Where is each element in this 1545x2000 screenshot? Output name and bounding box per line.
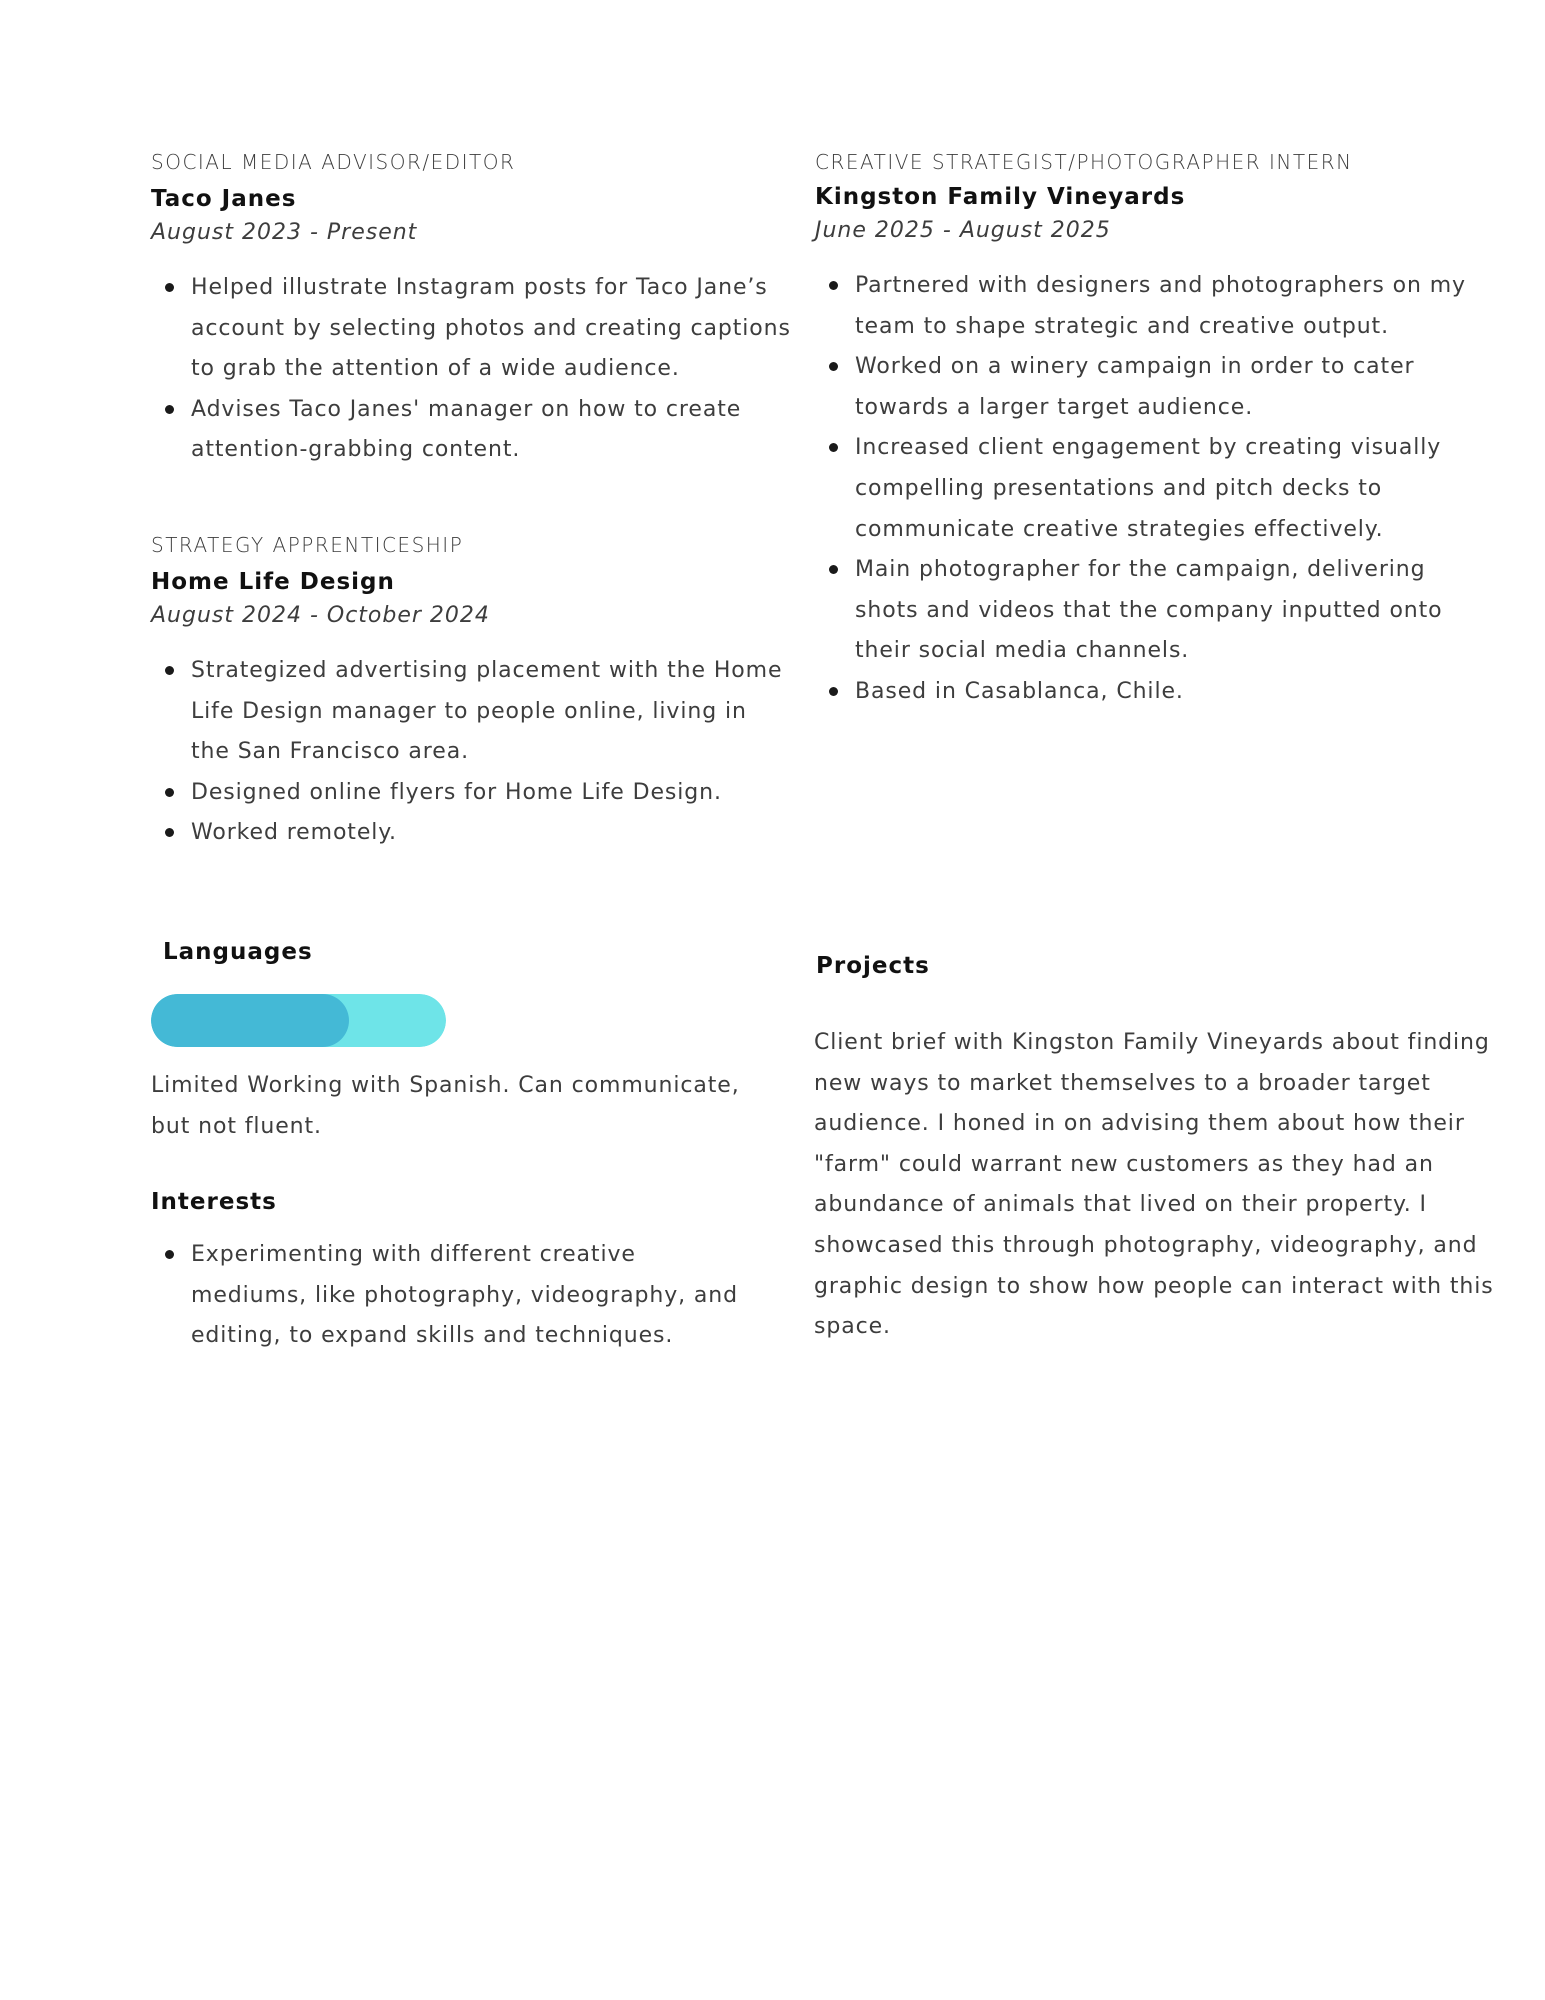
- job-bullets: [151, 651, 791, 854]
- bullet-dot-icon: [829, 565, 838, 574]
- job-taco-janes: [151, 148, 791, 471]
- job-role: STRATEGY APPRENTICESHIP: [151, 533, 464, 557]
- bullet-dot-icon: [165, 405, 174, 414]
- list-item: Designed online flyers for Home Life Design.: [151, 773, 791, 814]
- language-bar-fill: [151, 994, 349, 1047]
- languages-description: Limited Working with Spanish. Can communicate, but not fluent.: [151, 1073, 740, 1139]
- job-bullets: [151, 268, 791, 471]
- job-dates: June 2025 - August 2025: [815, 218, 1111, 243]
- job-company: Kingston Family Vineyards: [815, 184, 1186, 210]
- interests-section: [151, 1185, 771, 1357]
- bullet-dot-icon: [165, 788, 174, 797]
- interests-title: Interests: [151, 1189, 277, 1215]
- job-dates: August 2024 - October 2024: [151, 603, 490, 628]
- list-item: Advises Taco Janes' manager on how to create attention-grabbing content.: [151, 390, 791, 471]
- job-company: Taco Janes: [151, 186, 297, 212]
- projects-title: Projects: [816, 953, 930, 979]
- bullet-dot-icon: [829, 281, 838, 290]
- job-kingston-family-vineyards: [815, 148, 1495, 713]
- languages-description-block: [151, 1066, 771, 1147]
- bullet-dot-icon: [829, 362, 838, 371]
- bullet-dot-icon: [829, 687, 838, 696]
- languages-section: [151, 935, 771, 969]
- list-item: Worked on a winery campaign in order to cater towards a larger target audience.: [815, 347, 1495, 428]
- languages-title: Languages: [163, 939, 313, 965]
- job-company: Home Life Design: [151, 569, 395, 595]
- projects-description: Client brief with Kingston Family Vineyards about finding new ways to market themselves to a broader target audience. I honed in on advising them about how their "farm" could warrant new customers as they had an abundance of animals that lived on their property. I showcased this through photography, videography, and graphic design to show how people can interact with this space.: [814, 1030, 1494, 1340]
- bullet-dot-icon: [165, 666, 174, 675]
- list-item: Partnered with designers and photographers on my team to shape strategic and creative output.: [815, 266, 1495, 347]
- list-item: Helped illustrate Instagram posts for Taco Jane’s account by selecting photos and creating captions to grab the attention of a wide audience.: [151, 268, 791, 390]
- job-home-life-design: [151, 531, 791, 854]
- list-item: Increased client engagement by creating visually compelling presentations and pitch decks to communicate creative strategies effectively.: [815, 428, 1495, 550]
- list-item: Worked remotely.: [151, 813, 791, 854]
- job-bullets: [815, 266, 1495, 713]
- list-item: Based in Casablanca, Chile.: [815, 672, 1495, 713]
- projects-section: [814, 949, 1499, 1348]
- list-item: Experimenting with different creative mediums, like photography, videography, and editing, to expand skills and techniques.: [151, 1235, 771, 1357]
- job-dates: August 2023 - Present: [151, 220, 418, 245]
- list-item: Strategized advertising placement with the Home Life Design manager to people online, living in the San Francisco area.: [151, 651, 791, 773]
- job-role: CREATIVE STRATEGIST/PHOTOGRAPHER INTERN: [815, 150, 1353, 174]
- bullet-dot-icon: [165, 1250, 174, 1259]
- language-proficiency-bar: [151, 994, 446, 1047]
- job-role: SOCIAL MEDIA ADVISOR/EDITOR: [151, 150, 516, 174]
- bullet-dot-icon: [165, 283, 174, 292]
- list-item: Main photographer for the campaign, delivering shots and videos that the company inputted onto their social media channels.: [815, 550, 1495, 672]
- interests-list: [151, 1235, 771, 1357]
- bullet-dot-icon: [165, 828, 174, 837]
- bullet-dot-icon: [829, 443, 838, 452]
